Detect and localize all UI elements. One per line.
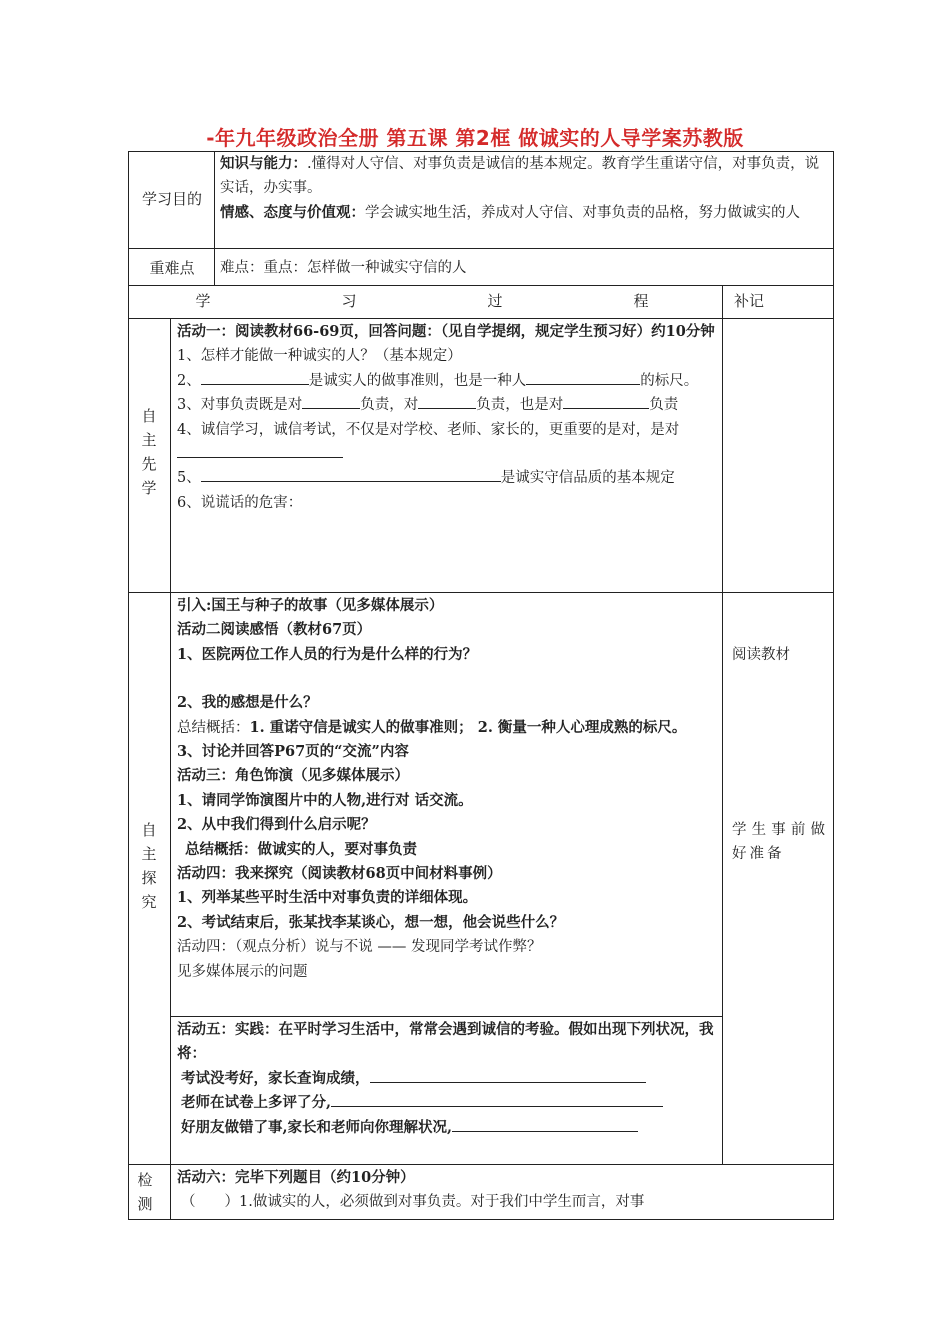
activity-5-q2: 老师在试卷上多评了分, [177,1091,717,1115]
blank-line [201,369,309,385]
col-divider [214,151,215,285]
summary-1: 总结概括：1. 重诺守信是诚实人的做事准则； 2. 衡量一种人心理成熟的标尺。 [177,718,687,736]
explore-label-char: 探 [141,869,157,887]
question-6: 6、说谎话的危害： [177,494,303,511]
question-5: 5、 是诚实守信品质的基本规定 [177,466,717,490]
activity-4-q1: 1、列举某些平时生活中对事负责的详细体现。 [177,889,478,907]
activity-4-q2: 2、考试结束后，张某找李某谈心，想一想，他会说些什么？ [177,913,565,931]
process-header-char: 过 [487,292,503,310]
knowledge-label: 知识与能力： [220,155,307,172]
emotion-text: 学会诚实地生活，养成对人守信、对事负责的品格，努力做诚实的人 [365,204,800,221]
activity-4b-note: 见多媒体展示的问题 [177,963,308,980]
row-divider [128,285,834,286]
activity-2-q1: 1、医院两位工作人员的行为是什么样的行为？ [177,645,478,663]
blank-line [177,442,343,458]
note-read-textbook: 阅读教材 [732,647,790,663]
explore-label-char: 自 [141,821,157,839]
self-study-content [177,320,717,515]
spacer [177,667,717,691]
col-divider [170,318,171,1220]
row-divider [128,1164,834,1165]
intro: 引入:国王与种子的故事（见多媒体展示） [177,597,444,614]
blank-line [563,393,649,409]
note-prepare: 学生事前做好准备 [732,822,828,863]
question-3: 3、对事负责既是对 负责，对 负责，也是对 负责 [177,393,717,417]
activity-5: 活动五：实践：在平时学习生活中，常常会遇到诚信的考验。假如出现下列状况，我将： [177,1021,714,1063]
row-divider [170,1016,722,1017]
self-study-label-char: 学 [141,479,157,497]
activity-4: 活动四：我来探究（阅读教材68页中间材料事例） [177,865,502,883]
emotion-label: 情感、态度与价值观： [220,203,365,221]
process-header [130,289,720,313]
activity-3-q1: 1、请同学饰演图片中的人物,进行对 话交流。 [177,791,473,809]
key-points-label: 重难点 [149,259,195,277]
goals-content [220,152,828,225]
self-study-label-char: 主 [141,431,157,449]
blank-line [331,1091,663,1107]
activity-2: 活动二阅读感悟（教材67页） [177,621,372,639]
blank-line [452,1116,638,1132]
activity-6: 活动六：完毕下列题目（约10分钟） [177,1169,415,1186]
explore-label-char: 主 [141,845,157,863]
explore-label-char: 究 [141,893,157,911]
self-study-label-char: 自 [141,407,157,425]
process-header-char: 程 [633,292,649,310]
blank-line [370,1067,646,1083]
test-label-char: 测 [137,1195,153,1213]
self-study-label [134,404,164,500]
notes-header: 补记 [734,292,765,310]
blank-line [418,393,476,409]
key-points-text: 难点：重点：怎样做一种诚实守信的人 [220,260,467,276]
activity-2-q3: 3、讨论并回答P67页的“交流”内容 [177,743,409,761]
explore-label [134,818,164,914]
col-divider [722,285,723,1164]
activity-2-q2: 2、我的感想是什么？ [177,694,318,712]
goals-label: 学习目的 [141,190,202,208]
row-divider [128,592,834,593]
activity-4b: 活动四：（观点分析）说与不说 —— 发现同学考试作弊？ [177,939,542,956]
test-label [130,1168,160,1216]
question-2: 2、 是诚实人的做事准则，也是一种人 的标尺。 [177,369,717,393]
row-divider [128,248,834,249]
document-title: -年九年级政治全册 第五课 第2框 做诚实的人导学案苏教版 [206,126,744,150]
question-1: 1、怎样才能做一种诚实的人？（基本规定） [177,348,462,365]
blank-line [302,393,360,409]
summary-2: 总结概括：做诚实的人，要对事负责 [185,840,417,858]
process-header-char: 学 [195,292,211,310]
practice-content [177,1018,717,1140]
activity-3-q2: 2、从中我们得到什么启示呢？ [177,816,376,834]
test-content [177,1166,717,1215]
activity-5-q1: 考试没考好，家长查询成绩， [177,1067,717,1091]
process-header-char: 习 [341,292,357,310]
activity-1: 活动一：阅读教材66-69页，回答问题：（见自学提纲，规定学生预习好）约10分钟 [177,323,715,340]
explore-content [177,594,717,984]
self-study-label-char: 先 [141,455,157,473]
knowledge-text: .懂得对人守信、对事负责是诚信的基本规定。教育学生重诺守信，对事负责，说实话，办实事。 [220,156,820,197]
activity-5-q3: 好朋友做错了事,家长和老师向你理解状况, [177,1116,717,1140]
blank-line [526,369,640,385]
test-label-char: 检 [137,1171,153,1189]
blank-line [201,466,501,482]
question-4: 4、诚信学习，诚信考试，不仅是对学校、老师、家长的，更重要的是对，是对 [177,418,717,467]
row-divider [128,318,834,319]
activity-3: 活动三：角色饰演（见多媒体展示） [177,767,409,785]
test-question-1: （ ）1.做诚实的人，必须做到对事负责。对于我们中学生而言，对事 [181,1194,645,1211]
